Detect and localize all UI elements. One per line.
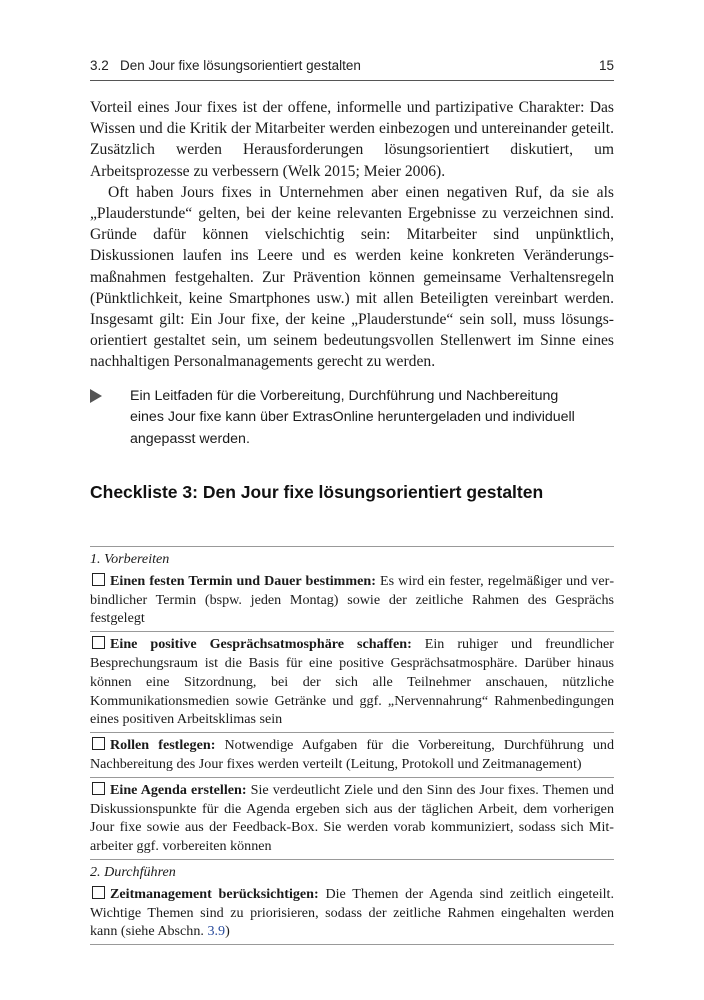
section-label-durchfuehren: 2. Durchführen (90, 863, 176, 880)
page-number: 15 (598, 58, 614, 73)
header-rule (90, 80, 614, 81)
item-text: Ein ruhiger und freundlicher Besprechungsraum ist die Basis für eine positive Gesprächsatmosphäre. Darüber hinaus können eine Sitzordnung, bei der sich alle Teilnehmer anschauen, nützliche Kommunikationsmedien sowie Getränke und ggf. „Nervennahrung“ Rahmenbedingungen eines positiven Arbeitsklimas sein (90, 636, 614, 728)
checklist-item (90, 733, 614, 777)
checklist-item (90, 778, 614, 859)
item-text: Die Themen der Agenda sind zeitlich eingeteilt. Wichtige Themen sind zu priorisieren, sodass der zeitliche Rahmen eingehalten werden kann (siehe Abschn. (90, 885, 615, 940)
checklist-item (90, 569, 614, 631)
item-lead: Eine Agenda erstellen: (110, 781, 247, 798)
section-label-vorbereiten: 1. Vorbereiten (90, 551, 170, 567)
header-section-number: 3.2 (90, 58, 109, 73)
note-text: Ein Leitfaden für die Vorbereitung, Durchführung und Nachbereitung eines Jour fixe kann über ExtrasOnline heruntergeladen und individuell angepasst werden. (130, 388, 575, 447)
item-lead: Rollen festlegen: (110, 737, 216, 754)
item-lead: Einen festen Termin und Dauer bestimmen: (110, 572, 376, 589)
item-text-tail: ) (225, 923, 230, 940)
checklist-item (90, 632, 614, 732)
table-rule (90, 944, 614, 945)
item-lead: Eine positive Gesprächsatmosphäre schaffen: (110, 636, 412, 653)
item-lead: Zeitmanagement berücksichtigen: (110, 885, 319, 902)
checkbox[interactable] (92, 573, 105, 586)
checkbox[interactable] (92, 737, 105, 750)
checklist-item (90, 882, 614, 944)
item-text: Es wird ein fester, regelmäßiger und verbindlicher Termin (bspw. jeden Montag) sowie der zeitliche Rahmen des Gesprächs festgelegt (90, 572, 615, 627)
checkbox[interactable] (92, 782, 105, 795)
paragraph-1: Vorteil eines Jour fixes ist der offene, informelle und partizipative Charakter: Das Wissen und die Kritik der Mitarbeiter werden einbezogen und untereinander geteilt. Zusätzlich werden Herausforderungen lösungsorientiert diskutiert, um Arbeitsprozesse zu verbessern (Welk 2015; Meier 2006). (90, 99, 614, 180)
header-section-title: Den Jour fixe lösungsorientiert gestalten (120, 58, 361, 73)
item-text: Notwendige Aufgaben für die Vorbereitung, Durchführung und Nachbereitung des Jour fixes werden verteilt (Leitung, Protokoll und Zeitmanagement) (90, 737, 614, 772)
checklist-heading: Checkliste 3: Den Jour fixe lösungsorientiert gestalten (90, 482, 544, 502)
triangle-arrow-icon (90, 389, 102, 403)
item-text: Sie verdeutlicht Ziele und den Sinn des Jour fixes. Themen und Diskussionspunkte für die Agenda ergeben sich aus der täglichen Arbeit, dem vorherigen Jour fixe sowie aus der Feedback-Box. Sie werden vorab kommuniziert, sodass sich Mitarbeiter ggf. vorbereiten können (90, 781, 614, 855)
checkbox[interactable] (92, 636, 105, 649)
checklist-table (90, 546, 614, 945)
section-reference-link[interactable]: 3.9 (207, 923, 226, 940)
running-header (90, 58, 614, 80)
body-text (90, 97, 614, 373)
checkbox[interactable] (92, 886, 105, 899)
paragraph-2: Oft haben Jours fixes in Unternehmen aber einen negativen Ruf, da sie als „Plauderstunde“ gelten, bei der keine relevanten Ergebnisse zu verzeichnen sind. Gründe dafür können vielschichtig sein: Mitarbeiter sind unpünktlich, Diskussionen laufen ins Leere und es werden keine konkreten Veränderungsmaßnahmen festgehalten. Zur Prävention können gemeinsame Verhaltensregeln (Pünktlichkeit, keine Smartphones usw.) mit allen Beteiligten vereinbart werden. Insgesamt gilt: Ein Jour fixe, der keine „Plauderstunde“ sein soll, muss lösungsorientiert gestaltet sein, um seinem bedeutungsvollen Stellenwert im Sinne eines nachhaltigen Personalmanagements gerecht zu werden. (90, 183, 614, 371)
